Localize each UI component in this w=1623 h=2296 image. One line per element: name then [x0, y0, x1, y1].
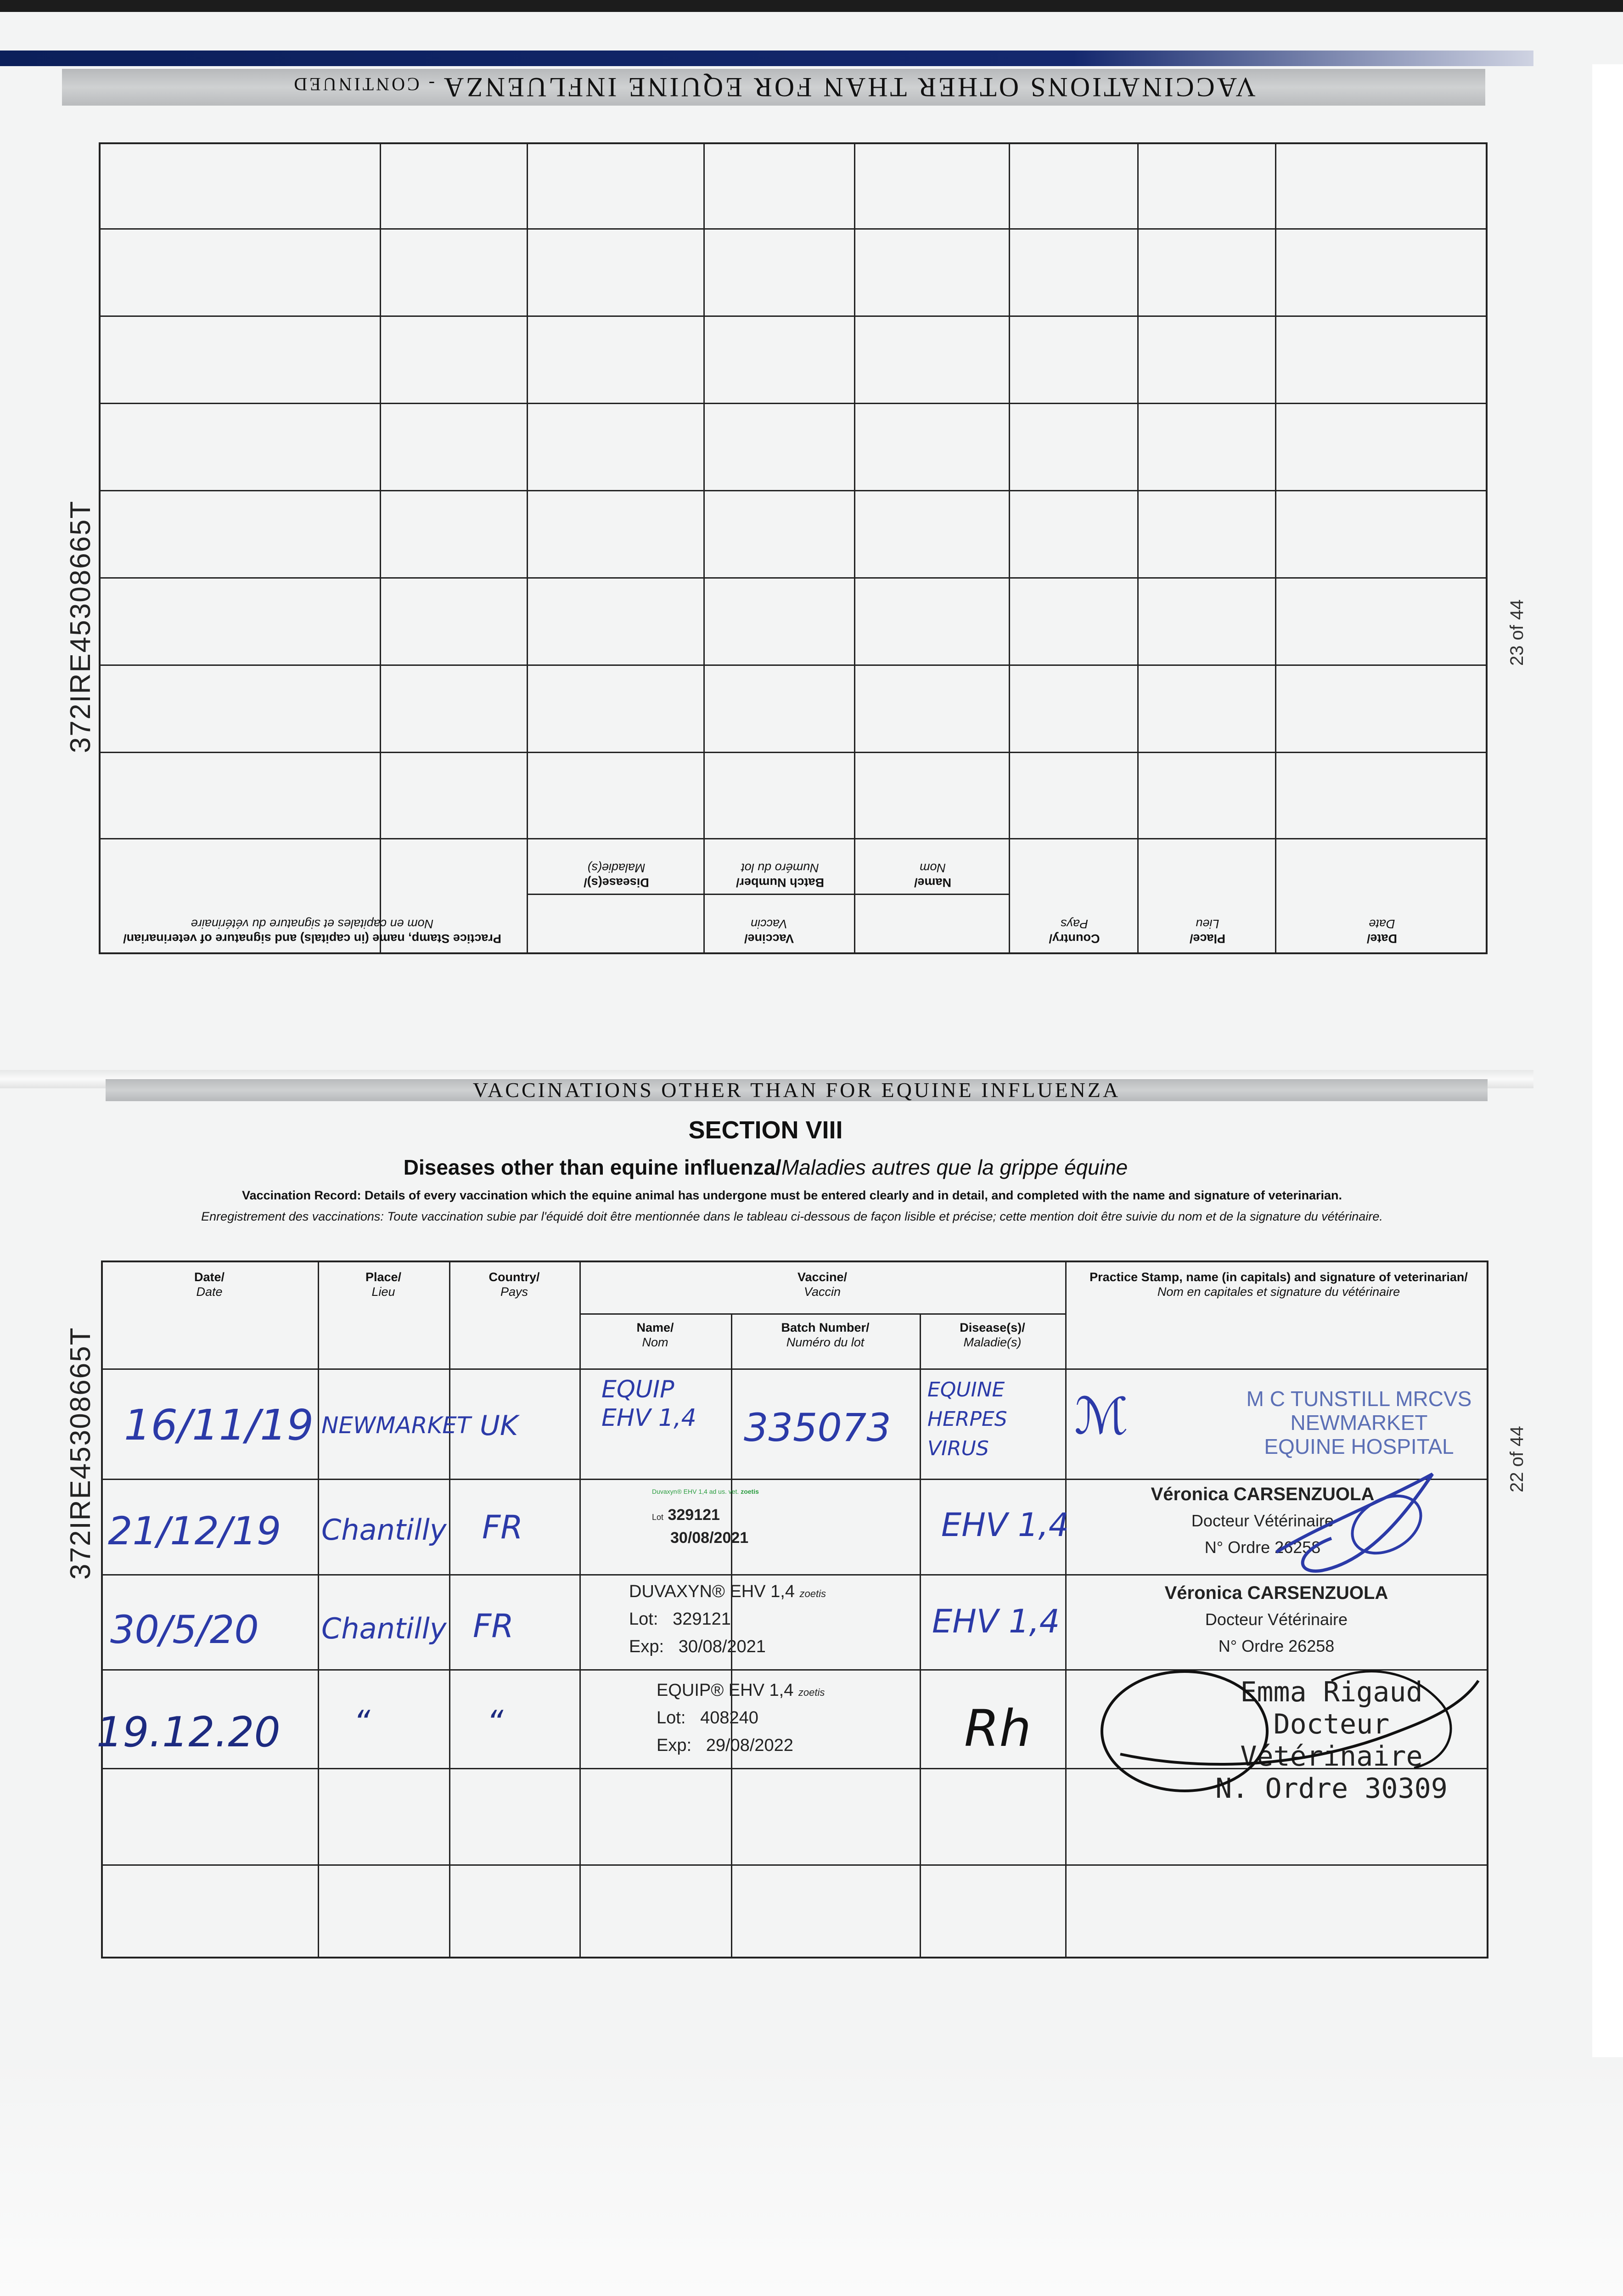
row1-stamp: M C TUNSTILL MRCVS NEWMARKET EQUINE HOSPITAL: [1246, 1387, 1472, 1458]
row2-place: Chantilly: [321, 1513, 447, 1547]
row4-lot: Lot: 408240: [657, 1708, 758, 1728]
upper-banner-text: VACCINATIONS OTHER THAN FOR EQUINE INFLUENZA: [441, 72, 1256, 102]
header-country: Country/ Pays: [489, 1270, 540, 1299]
row4-date: 19.12.20: [96, 1708, 281, 1756]
row4-country: “: [487, 1704, 504, 1741]
row1-disease: EQUINE HERPES VIRUS: [927, 1378, 1007, 1460]
section-subtitle: Diseases other than equine influenza/Maladies autres que la grippe équine: [403, 1155, 1128, 1179]
upper-header-vaccine: Vaccine/ Vaccin: [744, 917, 794, 945]
lower-banner: VACCINATIONS OTHER THAN FOR EQUINE INFLUENZA: [106, 1079, 1488, 1101]
row3-lot: Lot: 329121: [629, 1609, 731, 1629]
header-date: Date/ Date: [194, 1270, 225, 1299]
row2-disease: EHV 1,4: [941, 1506, 1069, 1544]
upper-header-practice: Practice Stamp, name (in capitals) and signature of veterinarian/ Nom en capitales et signature du vétérinaire: [123, 917, 501, 945]
row2-country: FR: [482, 1508, 523, 1546]
row4-place: “: [354, 1704, 371, 1741]
row3-vaccine: DUVAXYN® EHV 1,4 zoetis: [629, 1582, 826, 1601]
row2-exp: 30/08/2021: [670, 1529, 749, 1547]
lower-id-code: 372IRE45308665T: [65, 1327, 96, 1580]
section-title: SECTION VIII: [688, 1116, 843, 1144]
row4-vaccine: EQUIP® EHV 1,4 zoetis: [657, 1681, 825, 1700]
lower-page-number: 22 of 44: [1507, 1426, 1527, 1492]
upper-header-batch: Batch Number/ Numéro du lot: [736, 861, 825, 889]
header-place: Place/ Lieu: [365, 1270, 402, 1299]
upper-page-number: 23 of 44: [1507, 599, 1527, 666]
header-vaccine: Vaccine/ Vaccin: [797, 1270, 848, 1299]
header-practice: Practice Stamp, name (in capitals) and signature of veterinarian/ Nom en capitales et signature du vétérinaire: [1089, 1270, 1468, 1299]
upper-header-date: Date/ Date: [1366, 917, 1398, 945]
row1-signature: ℳ: [1074, 1387, 1129, 1446]
row1-vaccine-name: EQUIP EHV 1,4: [601, 1376, 696, 1432]
row1-date: 16/11/19: [124, 1401, 314, 1450]
upper-banner: [62, 69, 1485, 106]
instruction-french: Enregistrement des vaccinations: Toute vaccination subie par l'équidé doit être mentionnée dans le tableau ci-dessous de façon lisible et précise; cette mention doit être suivie du nom et de la signature du vétérinaire.: [201, 1210, 1383, 1223]
instruction-english: Vaccination Record: Details of every vaccination which the equine animal has undergone must be entered clearly and in detail, and completed with the name and signature of veterinarian.: [241, 1188, 1342, 1202]
row4-signature: [1093, 1653, 1488, 1800]
row1-country: UK: [480, 1410, 518, 1442]
row3-place: Chantilly: [321, 1612, 447, 1645]
header-batch: Batch Number/ Numéro du lot: [781, 1321, 870, 1349]
row4-exp: Exp: 29/08/2022: [657, 1736, 793, 1755]
row1-place: NEWMARKET: [321, 1412, 471, 1439]
upper-vaccination-table: [99, 142, 1488, 954]
upper-id-code: 372IRE45308665T: [65, 500, 96, 753]
row4-disease: Rh: [964, 1699, 1032, 1758]
row4-vet-stamp: Emma Rigaud Docteur Vétérinaire N. Ordre 30309: [1215, 1676, 1448, 1805]
row2-signature: [1267, 1460, 1497, 1589]
row3-exp: Exp: 30/08/2021: [629, 1637, 766, 1656]
header-name: Name/ Nom: [636, 1321, 674, 1349]
upper-page: [0, 0, 1623, 1070]
row2-sticker: Duvaxyn® EHV 1,4 ad us. vet. zoetis: [652, 1488, 759, 1495]
upper-header-disease: Disease(s)/ Maladie(s): [584, 861, 649, 889]
row1-batch: 335073: [744, 1405, 891, 1450]
row3-vet-stamp: Véronica CARSENZUOLA Docteur Vétérinaire N° Ordre 26258: [1164, 1583, 1388, 1655]
upper-header-name: Name/ Nom: [914, 861, 952, 889]
row3-country: FR: [473, 1607, 514, 1645]
row2-lot: Lot 329121: [652, 1506, 720, 1524]
row2-vet-stamp: Véronica CARSENZUOLA Docteur Vétérinaire N° Ordre 26258: [1151, 1484, 1375, 1557]
page-bottom-margin: [0, 2057, 1623, 2296]
upper-banner-suffix: - CONTINUED: [292, 74, 442, 95]
header-disease: Disease(s)/ Maladie(s): [960, 1321, 1025, 1349]
upper-header-country: Country/ Pays: [1049, 917, 1100, 945]
row3-date: 30/5/20: [110, 1607, 259, 1652]
row3-disease: EHV 1,4: [932, 1603, 1060, 1640]
upper-header-place: Place/ Lieu: [1189, 917, 1226, 945]
row2-date: 21/12/19: [108, 1508, 281, 1553]
